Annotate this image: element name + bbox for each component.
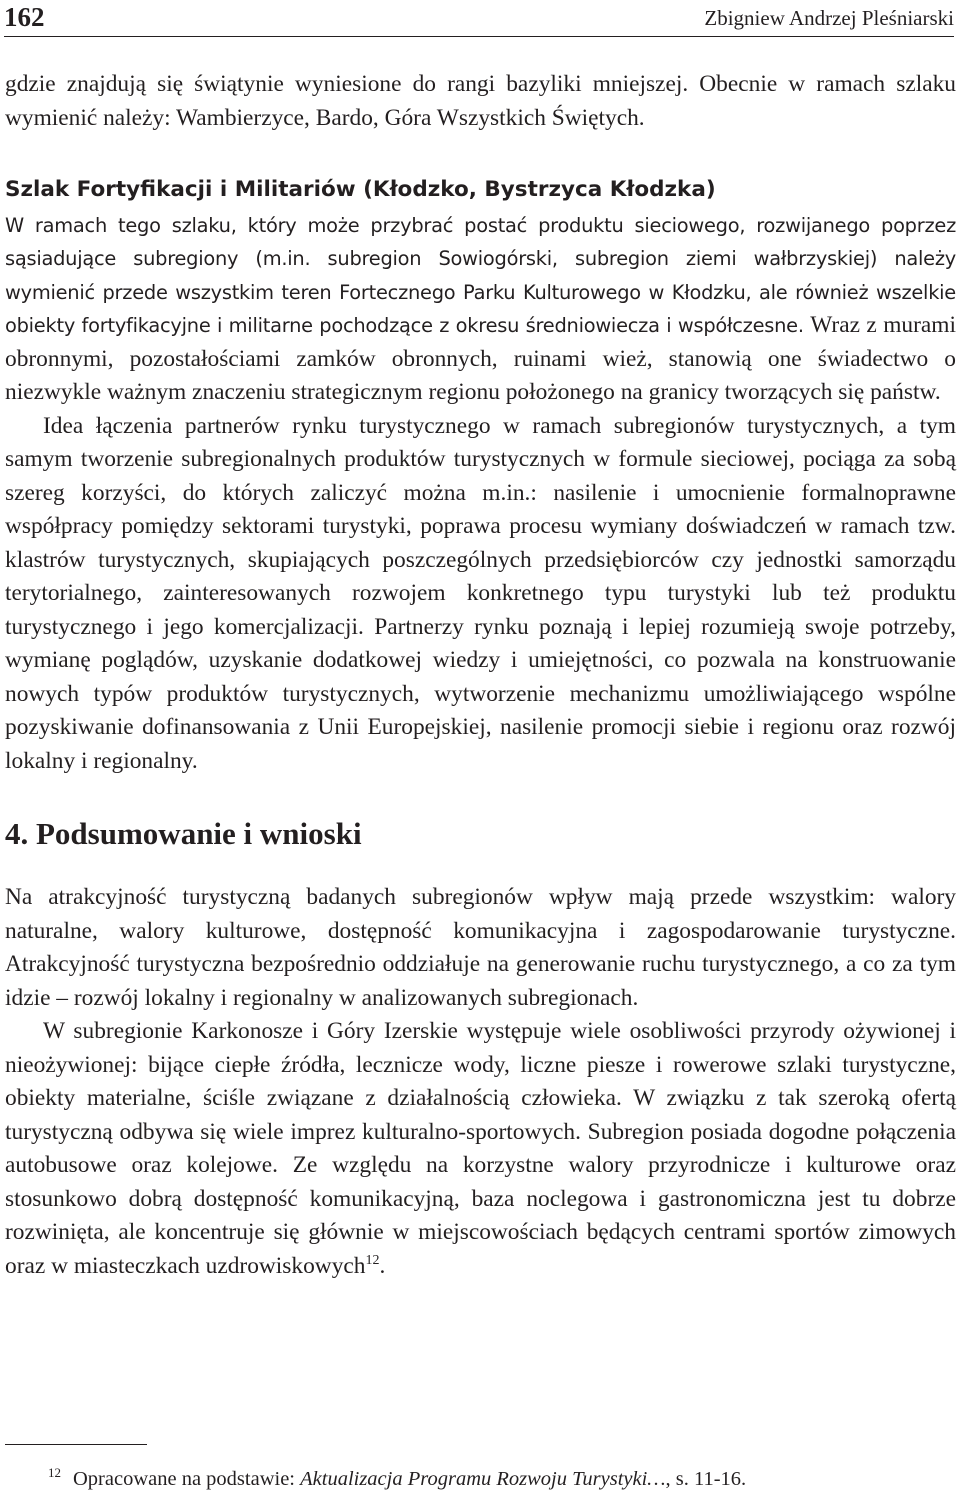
footnote-separator	[5, 1444, 147, 1445]
page-number: 162	[4, 2, 45, 32]
paragraph-end: .	[379, 1252, 386, 1279]
paragraph-text: W subregionie Karkonosze i Góry Izerskie występuje wiele osobliwości przyrody ożywionej i nieożywionej: bijące ciepłe źródła, lecznicze wody, liczne piesze i rowerowe szlaki turystyczne, obiekty materialne, ściśle związane z działalnością człowieka. W związku z tak szeroką ofertą turystyczną odbywa się wiele imprez kulturalno-sportowych. Subregion posiada dogodne połączenia autobusowe oraz kolejowe. Ze względu na korzystne walory przyrodnicze i kulturowe oraz stosunkowo dobrą dostępność komunikacyjną, baza noclegowa i gastronomiczna jest tu dobrze rozwinięta, ale koncentruje się głównie w miejscowościach będących centrami sportów zimowych oraz w miasteczkach uzdrowiskowych	[5, 1018, 956, 1279]
paragraph: gdzie znajdują się świątynie wyniesione do rangi bazyliki mniejszej. Obecnie w ramach szlaku wymienić należy: Wambierzyce, Bardo, Góra Wszystkich Świętych.	[5, 71, 956, 131]
paragraph	[5, 1015, 956, 1283]
paragraph	[5, 209, 956, 410]
footnote-prefix: Opracowane na podstawie:	[73, 1467, 301, 1490]
footnote-number: 12	[48, 1465, 61, 1480]
paragraph: Idea łączenia partnerów rynku turystycznego w ramach subregionów turystycznych, a tym samym tworzenie subregionalnych produktów turystycznych w formule sieciowej, pociąga za sobą szereg korzyści, do których zaliczyć można m.in.: nasilenie i umocnienie formalnoprawne współpracy pomiędzy sektorami turystyki, poprawa procesu wymiany doświadczeń w ramach tzw. klastrów turystycznych, skupiających poszczególnych przedsiębiorców czy jednostki samorządu terytorialnego, zainteresowanych rozwojem konkretnego typu turystyki lub też produktu turystycznego i jego komercjalizacji. Partnerzy rynku poznają i lepiej rozumieją swoje potrzeby, wymianę poglądów, uzyskanie dodatkowej wiedzy i umiejętności, co pozwala na konstruowanie nowych typów produktów turystycznych, wytworzenie mechanizmu umożliwiającego wspólne pozyskiwanie dofinansowania z Unii Europejskiej, nasilenie promocji siebie i regionu oraz rozwój lokalny i regionalny.	[5, 412, 956, 774]
footnote-suffix: , s. 11-16.	[665, 1467, 747, 1490]
running-head-author: Zbigniew Andrzej Pleśniarski	[704, 6, 954, 30]
footnote-reference[interactable]: 12	[365, 1252, 380, 1268]
paragraph-serif-part: Wraz z murami obronnymi, pozostałościami zamków obronnych, ruinami wież, stanowią one świadectwo o niezwykle ważnym znaczeniu strategicznym regionu położonego na granicy tworzących się państw.	[5, 312, 956, 405]
paragraph: Na atrakcyjność turystyczną badanych subregionów wpływ mają przede wszystkim: walory naturalne, walory kulturowe, dostępność komunikacyjna i zagospodarowanie turystyczne. Atrakcyjność turystyczna bezpośrednio oddziałuje na generowanie ruchu turystycznego, a co za tym idzie – rozwój lokalny i regionalny w analizowanych subregionach.	[5, 884, 956, 1011]
body-text	[5, 68, 956, 1283]
footnote	[48, 1458, 948, 1494]
subsection-heading: Szlak Fortyfikacji i Militariów (Kłodzko, Bystrzyca Kłodzka)	[5, 177, 716, 202]
footnote-source-title: Aktualizacja Programu Rozwoju Turystyki…	[300, 1467, 666, 1490]
section-heading: 4. Podsumowanie i wnioski	[5, 816, 362, 851]
page-header	[4, 0, 954, 37]
paragraph-sans-part: W ramach tego szlaku, który może przybrać postać produktu sieciowego, rozwijanego poprzez sąsiadujące subregiony (m.in. subregion Sowiogórski, subregion ziemi wałbrzyskiej) należy wymienić przede wszystkim teren Fortecznego Parku Kulturowego w Kłodzku, ale również wszelkie obiekty fortyfikacyjne i militarne pochodzące z okresu średniowiecza i współczesne.	[5, 213, 956, 337]
